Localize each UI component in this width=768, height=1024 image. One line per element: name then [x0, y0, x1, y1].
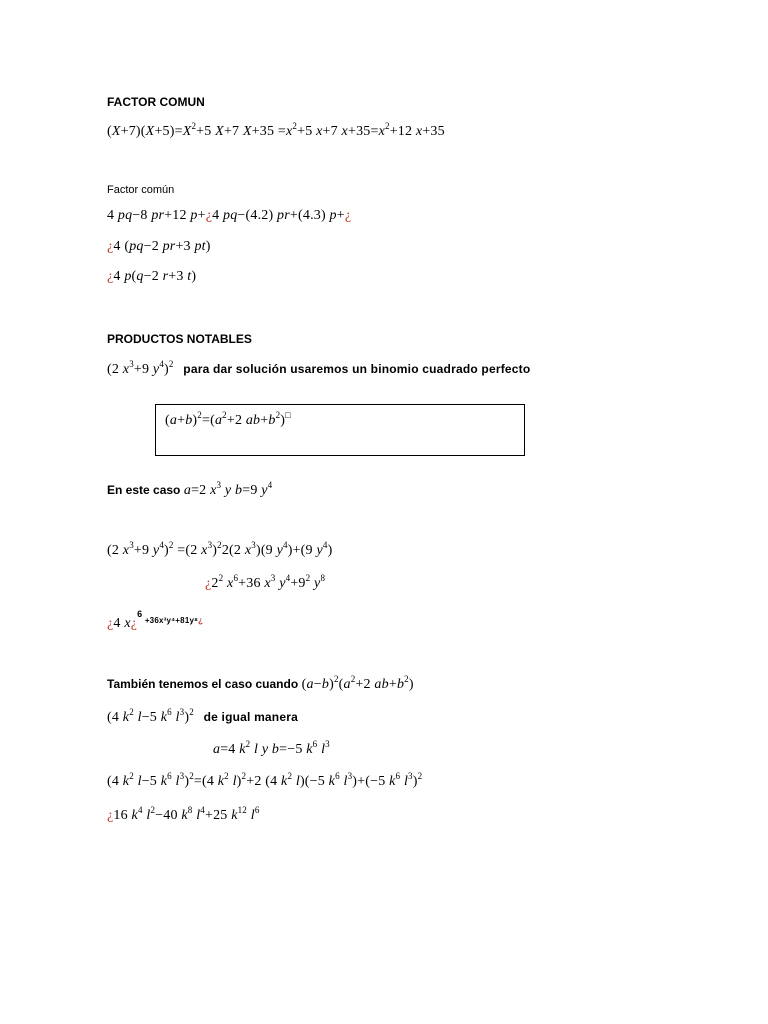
heading-factor-comun: FACTOR COMUN — [107, 95, 205, 109]
tambien-label: También tenemos el caso cuando — [107, 677, 299, 691]
equation-5-text: para dar solución usaremos un binomio cuadrado perfecto — [183, 362, 531, 376]
en-este-caso: En este caso a=2 $x^3$ y b=9 $y^4$ — [107, 480, 273, 498]
equation-1: $(X+7)(X+5)=X^2+5$ X+7 $X+35 =x^2+5$ x+7 $x+35=x^2+12$ x+35 — [107, 121, 445, 139]
equation-9: (4 $k^2$ l−5 $k^6$ $l^3)^2$ de igual manera — [107, 707, 298, 725]
equation-6: (2 $x^3+9$ $y^4)^2 =(2$ $x^3)^22(2$ $x^3)(9$ $y^4)+(9$ $y^4$) — [107, 540, 333, 558]
equation-7: ¿$2^2$ $x^6+36$ $x^3$ $y^4+9^2$ $y^8$ — [205, 573, 326, 591]
equation-3: ¿4 (pq−2 pr+3 pt) — [107, 239, 211, 254]
en-este-caso-label: En este caso — [107, 483, 181, 497]
formula-box — [155, 404, 525, 456]
heading-productos-notables: PRODUCTOS NOTABLES — [107, 332, 252, 346]
equation-10: a=4 $k^2$ l y b=−5 $k^6$ $l^3$ — [213, 739, 330, 757]
equation-5: (2 $x^3+9$ $y^4)^2$ para dar solución usaremos un binomio cuadrado perfecto — [107, 359, 531, 377]
equation-4: ¿4 p(q−2 r+3 t) — [107, 269, 197, 284]
equation-2: 4 pq−8 pr+12 p+¿4 pq−(4.2) pr+(4.3) p+¿ — [107, 208, 352, 223]
equation-9-text: de igual manera — [203, 710, 298, 724]
box-formula: $(a+b)^2=(a^2+2$ $ab+b^2)^□$ — [165, 410, 291, 428]
equation-11: (4 $k^2$ l−5 $k^6$ $l^3)^2=(4$ $k^2$ l)$^2$+2 (4 $k^2$ l)(−5 $k^6$ $l^3)+(-5$ $k^6$ $l^3)^2$ — [107, 771, 423, 789]
subheading-factor-comun: Factor común — [107, 184, 175, 196]
equation-8: ¿4 x¿$^{^6 +36x^3y^4+81y^8¿}$ — [107, 609, 204, 631]
equation-12: ¿16 $k^4$ $l^2-40$ $k^8$ $l^4+25$ $k^{12}$ $l^6$ — [107, 805, 260, 823]
tambien-line: También tenemos el caso cuando $(a-b)^2(a^2+2$ $ab+b^2$) — [107, 674, 414, 692]
